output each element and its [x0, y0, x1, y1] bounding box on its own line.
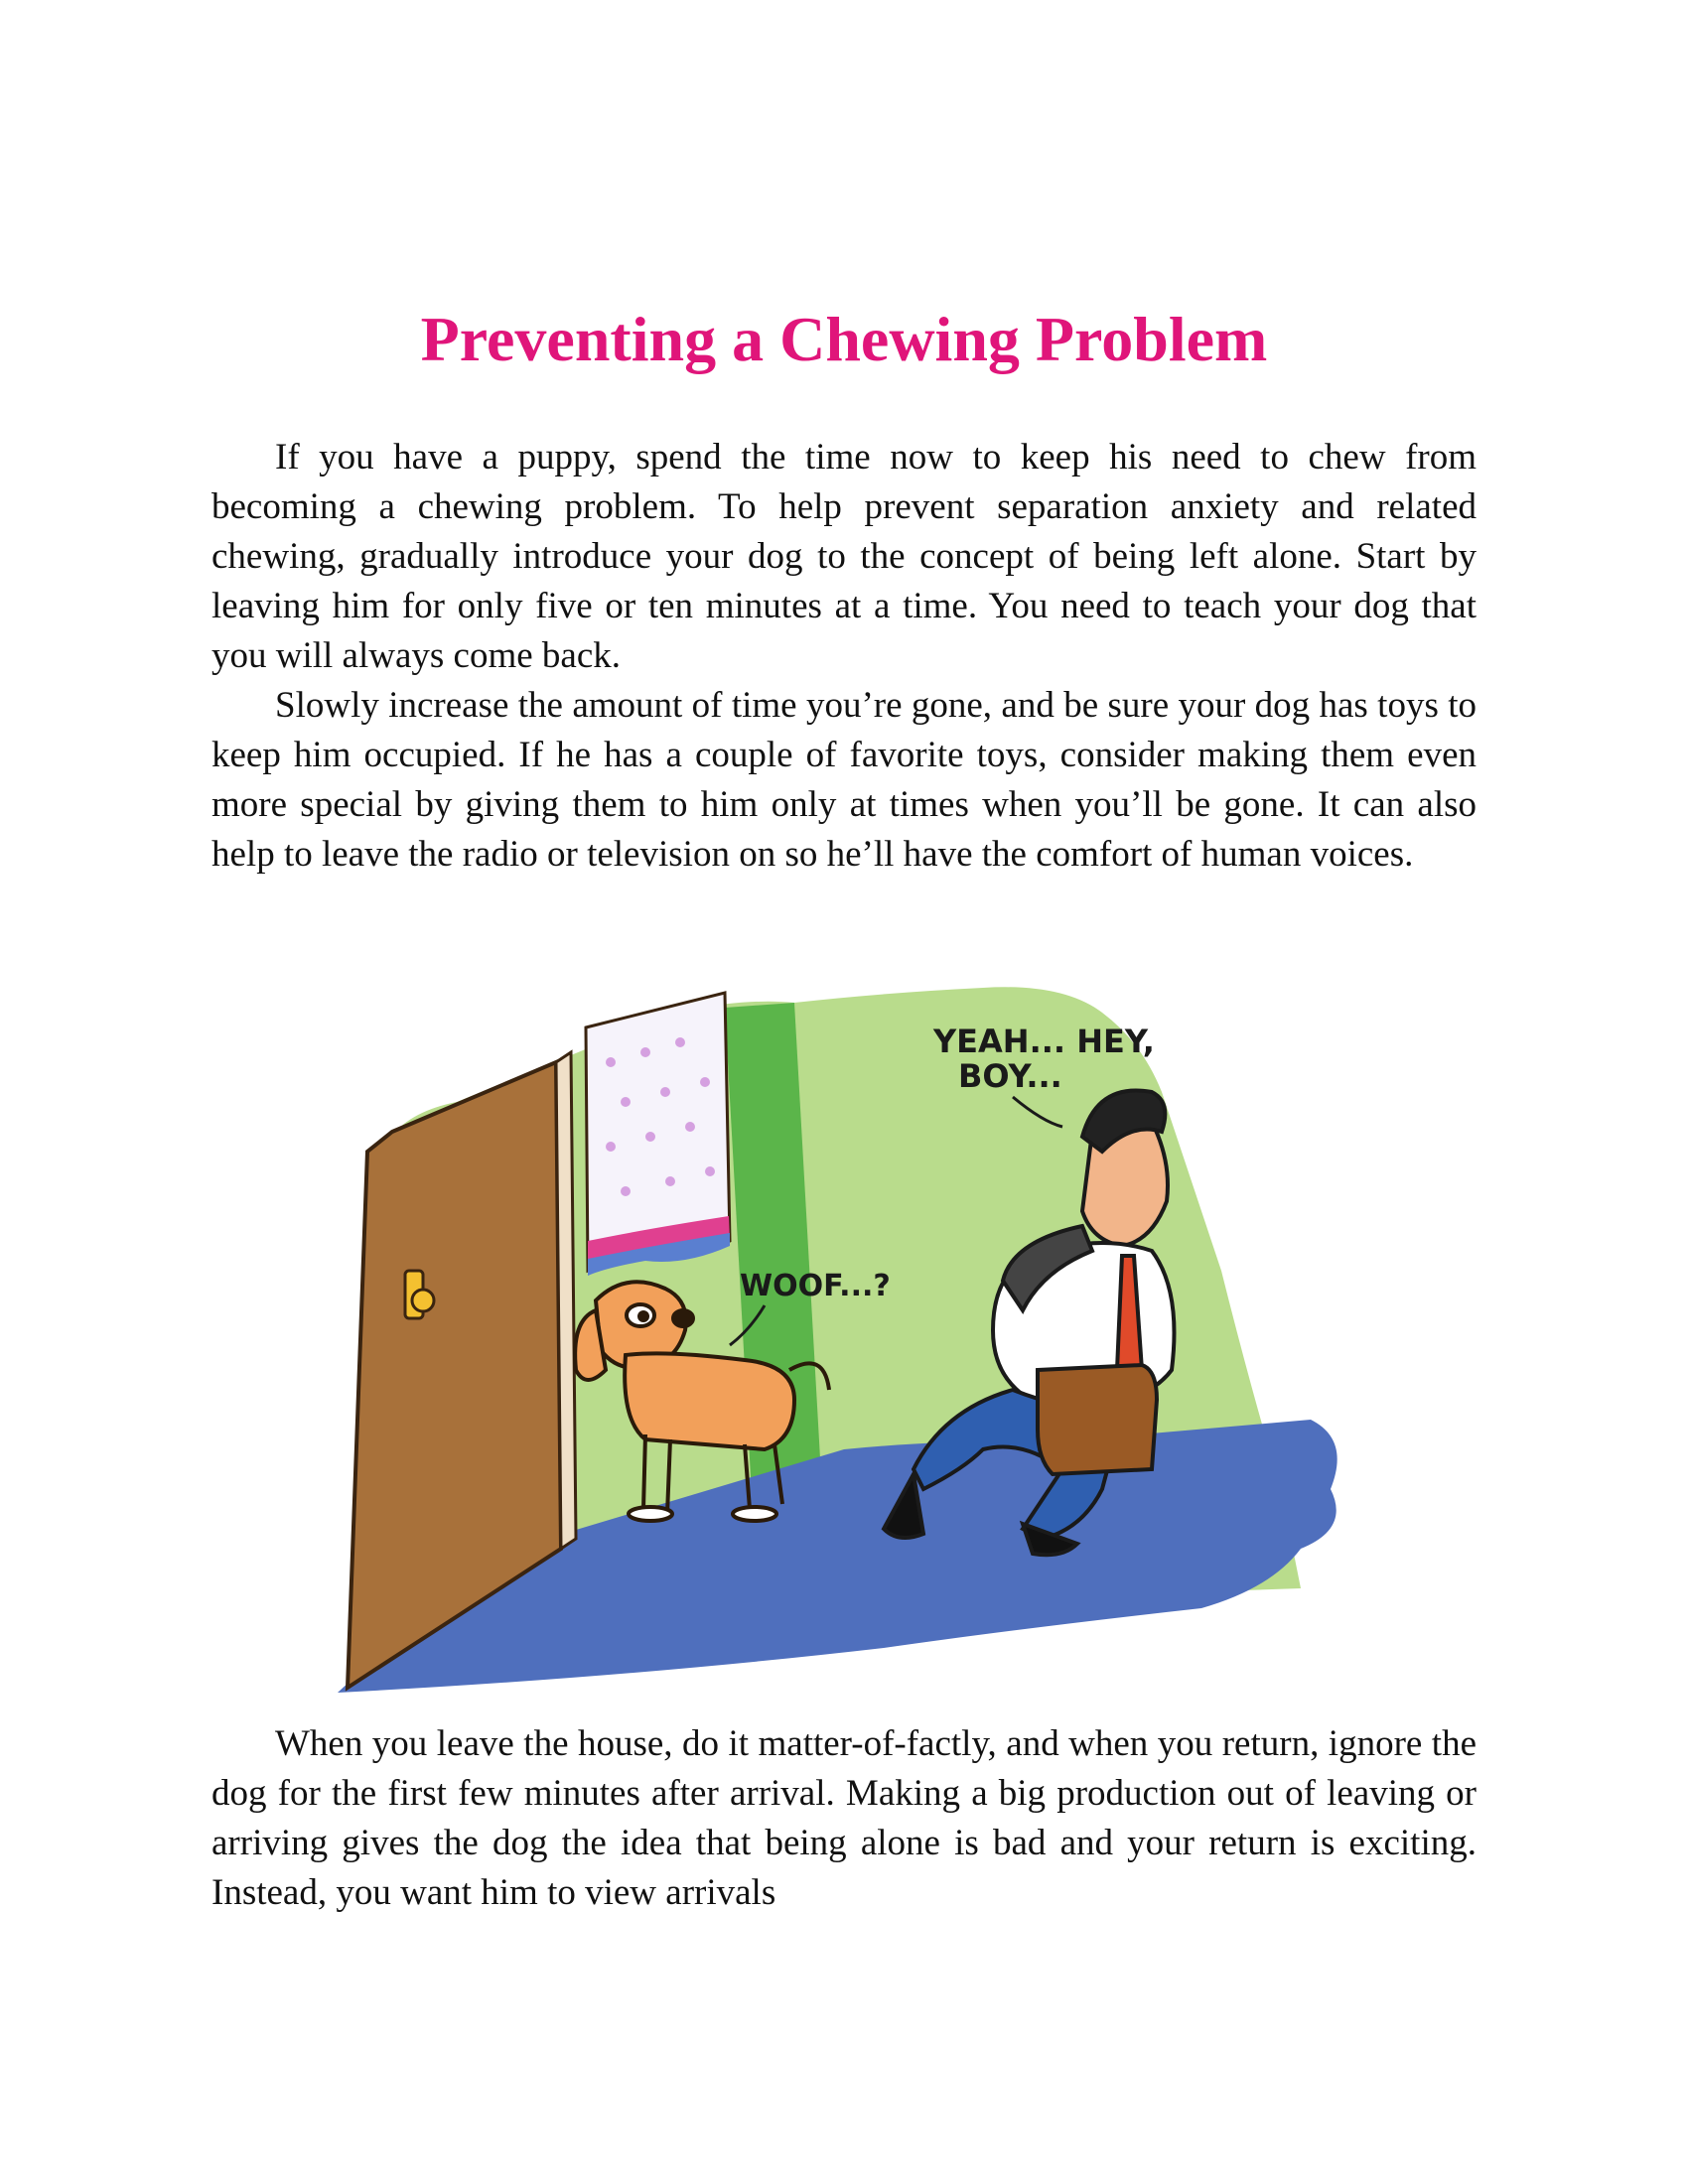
- intro-text: [211, 433, 1477, 880]
- page-title: Preventing a Chewing Problem: [420, 304, 1268, 374]
- cartoon-illustration: [328, 973, 1360, 1698]
- door-frame: [556, 1052, 576, 1549]
- closing-text: [211, 1719, 1477, 1918]
- paragraph: When you leave the house, do it matter-of-factly, and when you return, ignore the dog for the first few minutes after arrival. Making a big production out of leaving or arriving gives the dog the idea that being alone is bad and your return is exciting. Instead, you want him to view arrivals: [211, 1723, 1477, 1913]
- paragraph: If you have a puppy, spend the time now to keep his need to chew from becoming a chewing problem. To help prevent separation anxiety and related chewing, gradually introduce your dog to the concept of being left alone. Start by leaving him for only five or ten minutes at a time. You need to teach your dog that you will always come back.: [211, 437, 1477, 676]
- dog-speech: WOOF...?: [740, 1269, 891, 1303]
- paragraph: Slowly increase the amount of time you’re gone, and be sure your dog has toys to keep him occupied. If he has a couple of favorite toys, consider making them even more special by giving them to him only at times when you’ll be gone. It can also help to leave the radio or television on so he’ll have the comfort of human voices.: [211, 685, 1477, 875]
- man-speech-line-1: YEAH... HEY,: [933, 1023, 1155, 1060]
- man-speech-line-2: BOY...: [958, 1057, 1062, 1095]
